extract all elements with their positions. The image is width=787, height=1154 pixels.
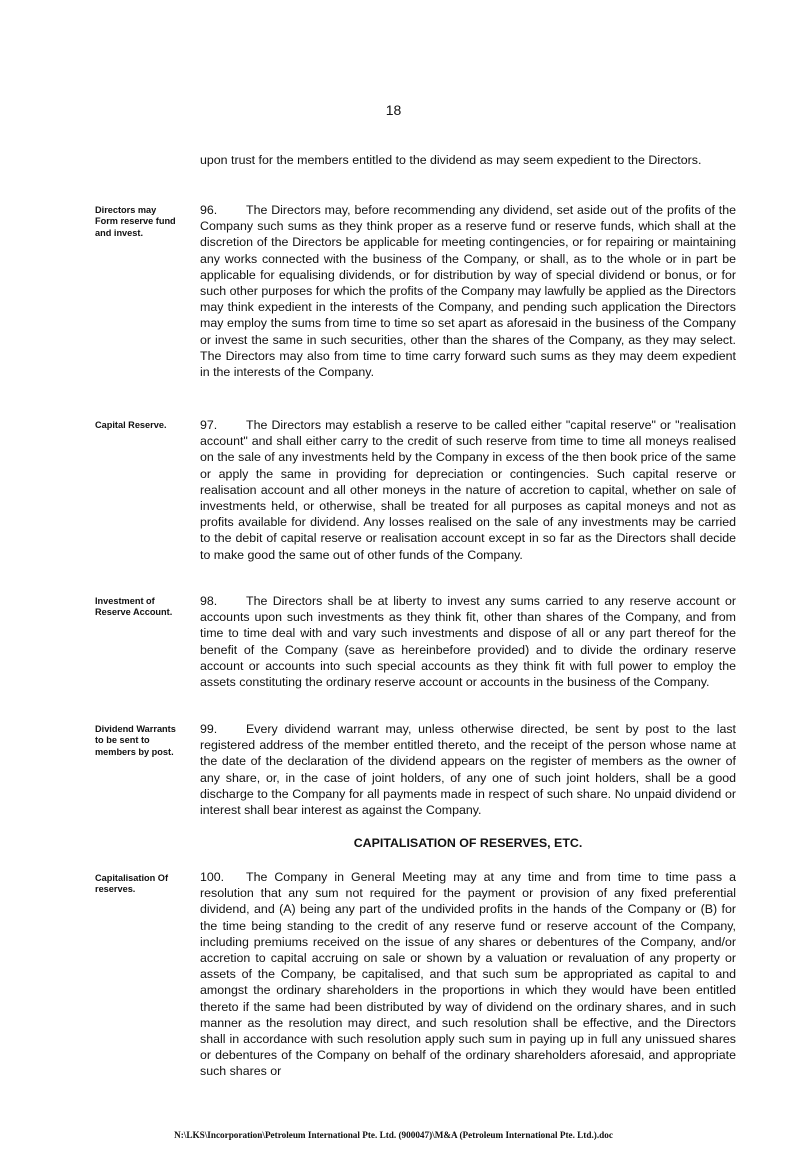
margin-note-99: Dividend Warrants to be sent to members by post. bbox=[95, 724, 176, 757]
clause-97 bbox=[200, 417, 736, 563]
page-number: 18 bbox=[385, 102, 402, 118]
margin-note-98: Investment of Reserve Account. bbox=[95, 596, 173, 618]
clause-text: The Directors may, before recommending any dividend, set aside out of the profits of the Company such sums as they think proper as a reserve fund or reserve funds, which shall at the discretion of the Directors be applicable for meeting contingencies, or for repairing or maintaining any works connected with the business of the Company, or shall, as to the whole or in part be applicable for equalising dividends, or for distribution by way of special dividend or bonus, or for such other purposes for which the profits of the Company may lawfully be applied as the Directors may think expedient in the interests of the Company, and pending such application the Directors may employ the sums from time to time so set apart as aforesaid in the business of the Company or invest the same in such securities, other than the shares of the Company, as they may select. The Directors may also from time to time carry forward such sums as they may deem expedient in the interests of the Company. bbox=[200, 203, 736, 380]
clause-100 bbox=[200, 869, 736, 1080]
intro-paragraph: upon trust for the members entitled to the dividend as may seem expedient to the Directors. bbox=[200, 153, 702, 167]
clause-text: The Directors shall be at liberty to invest any sums carried to any reserve account or accounts upon such investments as they think fit, other than shares of the Company, and from time to time deal with and vary such investments and dispose of all or any part thereof for the benefit of the Company (save as hereinbefore provided) and to divide the ordinary reserve account or accounts into such special accounts as they think fit with full power to employ the assets constituting the ordinary reserve account or accounts in the business of the Company. bbox=[200, 594, 736, 690]
clause-number: 96. bbox=[200, 203, 218, 217]
clause-text: Every dividend warrant may, unless otherwise directed, be sent by post to the last registered address of the member entitled thereto, and the receipt of the person whose name at the date of the declaration of the dividend appears on the register of members as the owner of any share, or, in the case of joint holders, of any one of such joint holders, shall be a good discharge to the Company for all payments made in respect of such share. No unpaid dividend or interest shall bear interest as against the Company. bbox=[200, 722, 736, 818]
footer-file-path: N:\LKS\Incorporation\Petroleum International Pte. Ltd. (900047)\M&A (Petroleum International Pte. Ltd.).doc bbox=[174, 1130, 613, 1140]
clause-98 bbox=[200, 593, 736, 690]
clause-text: The Company in General Meeting may at any time and from time to time pass a resolution that any sum not required for the payment or provision of any fixed preferential dividend, and (A) being any part of the undivided profits in the hands of the Company or (B) for the time being standing to the credit of any reserve fund or reserve account of the Company, including premiums received on the issue of any shares or debentures of the Company, and/or accretion to capital accruing on sale or shown by a valuation or revaluation of any property or assets of the Company, be capitalised, and that such sum be appropriated as capital to and amongst the ordinary shareholders in the proportions in which they would have been entitled thereto if the same had been distributed by way of dividend on the ordinary shares, and in such manner as the resolution may direct, and such resolution shall be effective, and the Directors shall in accordance with such resolution apply such sum in paying up in full any unissued shares or debentures of the Company on behalf of the ordinary shareholders aforesaid, and appropriate such shares or bbox=[200, 870, 736, 1079]
clause-96 bbox=[200, 202, 736, 380]
margin-note-100: Capitalisation Of reserves. bbox=[95, 873, 168, 895]
margin-note-97: Capital Reserve. bbox=[95, 420, 167, 430]
clause-number: 98. bbox=[200, 594, 218, 608]
margin-note-96: Directors may Form reserve fund and invest. bbox=[95, 205, 176, 238]
clause-number: 100. bbox=[200, 870, 225, 884]
clause-number: 97. bbox=[200, 418, 218, 432]
section-heading: CAPITALISATION OF RESERVES, ETC. bbox=[353, 836, 583, 850]
clause-text: The Directors may establish a reserve to be called either "capital reserve" or "realisation account" and shall either carry to the credit of such reserve from time to time all moneys realised on the sale of any investments held by the Company in excess of the then book price of the same or apply the same in providing for depreciation or contingencies. Such capital reserve or realisation account and all other moneys in the nature of accretion to capital, whether on sale of investments held, or otherwise, shall be treated for all purposes as capital moneys and not as profits available for dividend. Any losses realised on the sale of any investments may be carried to the debit of capital reserve or realisation account except in so far as the Directors shall decide to make good the same out of other funds of the Company. bbox=[200, 418, 736, 562]
clause-99 bbox=[200, 721, 736, 818]
clause-number: 99. bbox=[200, 722, 218, 736]
